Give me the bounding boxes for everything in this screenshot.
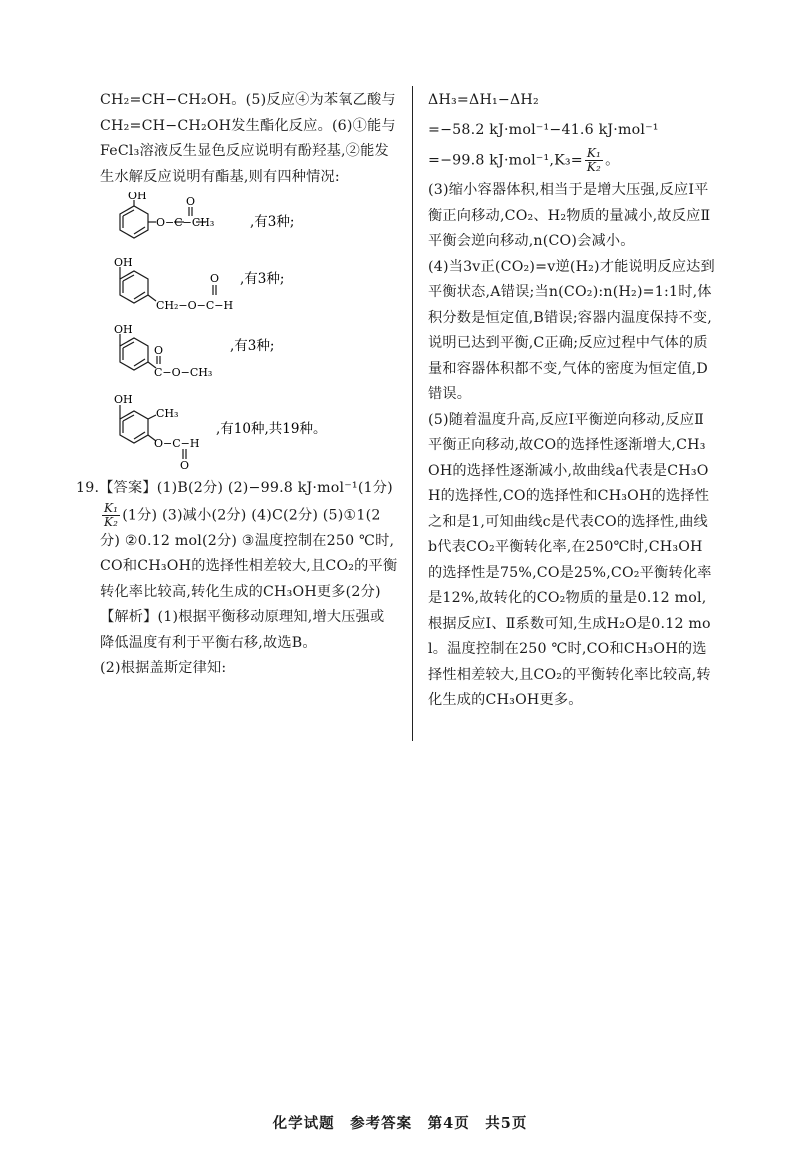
question-number: 19. (76, 480, 100, 496)
column-divider (412, 86, 413, 741)
oh-label: OH (114, 393, 133, 406)
carbonyl-o-label: O (186, 195, 196, 208)
fraction-numerator: K₁ (586, 146, 602, 160)
answer-part-1: 【答案】(1)B(2分) (2)−99.8 kJ·mol⁻¹(1分) (99, 480, 393, 496)
benzene-formate-methylene-structure (100, 257, 398, 321)
fraction-denominator: K₂ (104, 514, 119, 529)
ester-group-label: O−C−H (154, 437, 200, 450)
carbonyl-o-label: O (154, 344, 164, 357)
right-column (428, 88, 716, 714)
intro-text: CH₂=CH−CH₂OH。(5)反应④为苯氧乙酸与CH₂=CH−CH₂OH发生酯化反应。(6)①能与FeCl₃溶液反生显色反应说明有酚羟基,②能发生水解反应说明有酯基,则有四种情况: (100, 92, 396, 185)
structure-caption: ,有10种,共19种。 (216, 421, 327, 437)
question-19-answer-cont (100, 502, 398, 606)
k3-fraction (585, 147, 603, 174)
structure-caption: ,有3种; (240, 271, 285, 287)
structure-2 (100, 257, 398, 321)
structure-4 (100, 393, 398, 473)
carbonyl-o-label: O (180, 459, 190, 472)
methyl-label: CH₃ (156, 407, 179, 420)
question-19-answer (76, 476, 398, 502)
equation-3 (428, 147, 716, 174)
ester-group-label: C−O−CH₃ (154, 366, 213, 379)
carbonyl-o-label: O (210, 272, 220, 285)
fraction-numerator: K₁ (104, 500, 119, 515)
k-ratio-fraction (102, 502, 120, 529)
analysis-1: 【解析】(1)根据平衡移动原理知,增大压强或降低温度有利于平衡右移,故选B。 (100, 609, 385, 651)
equation-3-text: =−99.8 kJ·mol⁻¹,K₃= (428, 152, 583, 169)
oh-label: OH (114, 324, 133, 336)
structure-3 (100, 324, 398, 390)
fraction-denominator: K₂ (586, 160, 602, 174)
equation-3-end: 。 (605, 152, 620, 169)
equation-2: =−58.2 kJ·mol⁻¹−41.6 kJ·mol⁻¹ (428, 121, 659, 138)
equation-1: ΔH₃=ΔH₁−ΔH₂ (428, 92, 539, 108)
analysis-3: (3)缩小容器体积,相当于是增大压强,反应Ⅰ平衡正向移动,CO₂、H₂物质的量减小,故反应Ⅱ平衡会逆向移动,n(CO)会减小。 (428, 182, 711, 249)
analysis-5: (5)随着温度升高,反应Ⅰ平衡逆向移动,反应Ⅱ平衡正向移动,故CO的选择性逐渐增大,CH₃OH的选择性逐渐减小,故曲线a代表是CH₃OH的选择性,CO的选择性和CH₃OH的选择性之和是1,可知曲线c是代表CO的选择性,曲线b代表CO₂平衡转化率,在250℃时,CH₃OH的选择性是75%,CO是25%,CO₂平衡转化率是12%,故转化的CO₂物质的量是0.12 mol,根据反应Ⅰ、Ⅱ系数可知,生成H₂O是0.12 mol。温度控制在250 ℃时,CO和CH₃OH的选择性相差较大,且CO₂的平衡转化率比较高,转化生成的CH₃OH更多。 (428, 411, 712, 708)
benzene-methyl-ester-structure (100, 324, 398, 390)
analysis-4: (4)当3v正(CO₂)=v逆(H₂)才能说明反应达到平衡状态,A错误;当n(CO₂):n(H₂)=1:1时,体积分数是恒定值,B错误;容器内温度保持不变,说明已达到平衡,C正确;反应过程中气体的质量和容器体积都不变,气体的密度为恒定值,D错误。 (428, 258, 715, 402)
oh-label: OH (114, 257, 133, 269)
answer-part-2: (1分) (3)减小(2分) (4)C(2分) (5)①1(2分) ②0.12 mol(2分) ③温度控制在250 ℃时,CO和CH₃OH的选择性相差较大,且CO₂的平衡转化率比较高,转化生成的CH₃OH更多(2分) (100, 507, 398, 600)
structure-caption: ,有3种; (250, 214, 295, 230)
benzene-methyl-formate-structure (100, 393, 398, 473)
analysis-2: (2)根据盖斯定律知: (100, 660, 227, 676)
page-footer: 化学试题 参考答案 第4页 共5页 (272, 1115, 528, 1132)
structure-caption: ,有3种; (230, 338, 275, 354)
ester-group-label: CH₂−O−C−H (156, 299, 234, 312)
structure-1 (100, 192, 398, 254)
oh-label: OH (128, 192, 147, 202)
ester-group-label: O−C−CH₃ (156, 216, 215, 229)
benzene-ester-acetate-structure (100, 192, 398, 254)
left-column (76, 88, 398, 682)
